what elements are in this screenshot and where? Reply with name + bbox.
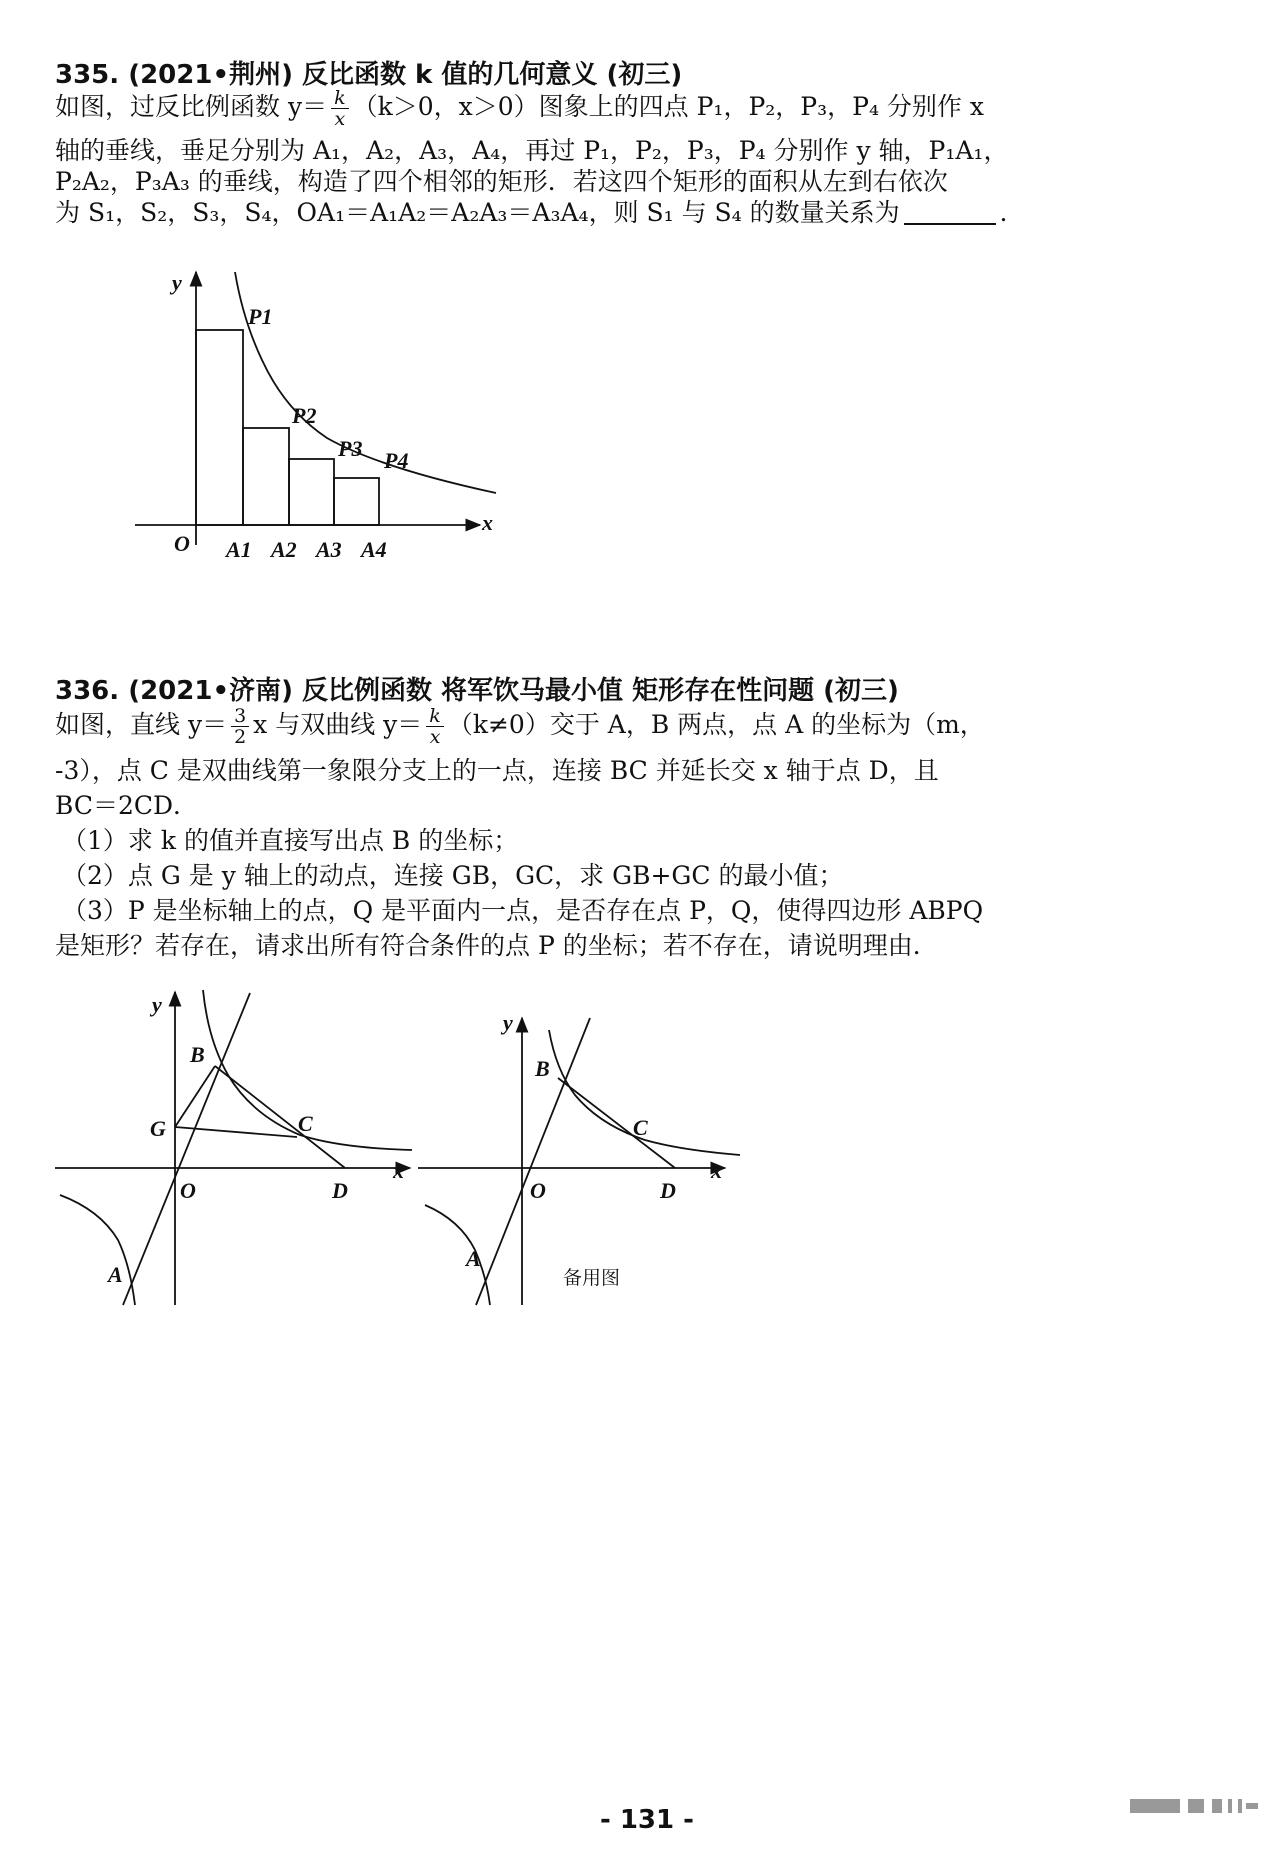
fraction-k-over-x — [426, 706, 444, 747]
label-a4: A4 — [361, 537, 387, 562]
label-a3: A3 — [316, 537, 342, 562]
scan-edge-marks — [1130, 1793, 1260, 1823]
label-a1: A1 — [226, 537, 252, 562]
label-x: x — [482, 510, 493, 535]
label-b: B — [190, 1042, 205, 1067]
label-x: x — [711, 1158, 722, 1183]
rectangle-s4 — [334, 478, 379, 525]
text-segment: x 与双曲线 y＝ — [253, 710, 423, 739]
fraction-numerator: k — [331, 88, 349, 109]
segment-bd — [558, 1078, 675, 1168]
text-segment: ． — [999, 198, 1025, 227]
line-ab — [476, 1018, 590, 1305]
text-segment: （k≠0）交于 A，B 两点，点 A 的坐标为（m， — [447, 710, 985, 739]
problem-336-question-3: （3）P 是坐标轴上的点，Q 是平面内一点，是否存在点 P，Q，使得四边形 ABPQ — [62, 896, 984, 925]
label-a: A — [466, 1246, 481, 1271]
label-d: D — [332, 1178, 348, 1203]
hyperbola-branch-third-quadrant — [425, 1205, 490, 1305]
problem-336-heading: 336. (2021•济南) 反比例函数 将军饮马最小值 矩形存在性问题 (初三) — [55, 676, 899, 706]
text-segment: 为 S₁，S₂，S₃，S₄，OA₁＝A₁A₂＝A₂A₃＝A₃A₄，则 S₁ 与 S₄ 的数量关系为 — [55, 198, 900, 227]
label-p4: P4 — [384, 448, 409, 473]
label-y: y — [152, 992, 162, 1017]
text-segment: （k＞0，x＞0）图象上的四点 P₁，P₂，P₃，P₄ 分别作 x — [352, 92, 984, 121]
rectangle-s2 — [243, 428, 289, 525]
label-y: y — [172, 270, 182, 295]
label-b: B — [535, 1056, 550, 1081]
label-a2: A2 — [271, 537, 297, 562]
hyperbola-curve — [235, 272, 496, 493]
fraction-k-over-x — [331, 88, 349, 129]
problem-336-question-2: （2）点 G 是 y 轴上的动点，连接 GB，GC，求 GB+GC 的最小值； — [62, 861, 844, 890]
label-c: C — [633, 1115, 648, 1140]
problem-336-line-2: -3），点 C 是双曲线第一象限分支上的一点，连接 BC 并延长交 x 轴于点 D，且 — [55, 756, 939, 785]
segment-gc — [175, 1127, 297, 1137]
segment-bd — [215, 1066, 345, 1168]
hyperbola-branch-first-quadrant — [549, 1030, 740, 1155]
fraction-denominator: x — [429, 726, 441, 748]
label-o: O — [174, 531, 190, 556]
label-y: y — [503, 1010, 513, 1035]
fraction-3-over-2 — [231, 706, 249, 747]
label-g: G — [150, 1116, 166, 1141]
problem-335-line-4 — [55, 196, 1025, 230]
problem-336-line-1 — [55, 706, 985, 747]
figure-caption: 备用图 — [563, 1267, 621, 1289]
label-a: A — [108, 1262, 123, 1287]
problem-336-line-3: BC＝2CD． — [55, 791, 199, 820]
problem-335-heading: 335. (2021•荆州) 反比函数 k 值的几何意义 (初三) — [55, 60, 683, 90]
fraction-denominator: 2 — [234, 726, 247, 748]
problem-335-line-3: P₂A₂，P₃A₃ 的垂线，构造了四个相邻的矩形．若这四个矩形的面积从左到右依次 — [55, 167, 948, 196]
label-x: x — [393, 1158, 404, 1183]
hyperbola-branch-first-quadrant — [203, 990, 412, 1150]
fraction-numerator: k — [426, 706, 444, 727]
label-o: O — [180, 1178, 196, 1203]
label-p3: P3 — [338, 436, 363, 461]
text-segment: 如图，过反比例函数 y＝ — [55, 92, 328, 121]
answer-blank[interactable] — [904, 201, 996, 225]
problem-336-question-1: （1）求 k 的值并直接写出点 B 的坐标； — [62, 826, 519, 855]
rectangle-s1 — [196, 330, 243, 525]
hyperbola-branch-third-quadrant — [60, 1195, 135, 1305]
page-number: - 131 - — [600, 1805, 694, 1835]
label-p2: P2 — [292, 403, 317, 428]
problem-335-line-1 — [55, 88, 984, 129]
text-segment: 如图，直线 y＝ — [55, 710, 228, 739]
fraction-numerator: 3 — [231, 706, 249, 727]
fraction-denominator: x — [334, 108, 346, 130]
label-d: D — [660, 1178, 676, 1203]
problem-336-line-last: 是矩形？若存在，请求出所有符合条件的点 P 的坐标；若不存在，请说明理由． — [55, 931, 938, 960]
problem-335-line-2: 轴的垂线，垂足分别为 A₁，A₂，A₃，A₄，再过 P₁，P₂，P₃，P₄ 分别作 y 轴，P₁A₁， — [55, 136, 1009, 165]
label-p1: P1 — [248, 304, 273, 329]
line-ab — [123, 993, 250, 1305]
segment-gb — [175, 1066, 215, 1127]
rectangle-s3 — [289, 459, 334, 525]
label-c: C — [298, 1111, 313, 1136]
label-o: O — [530, 1178, 546, 1203]
